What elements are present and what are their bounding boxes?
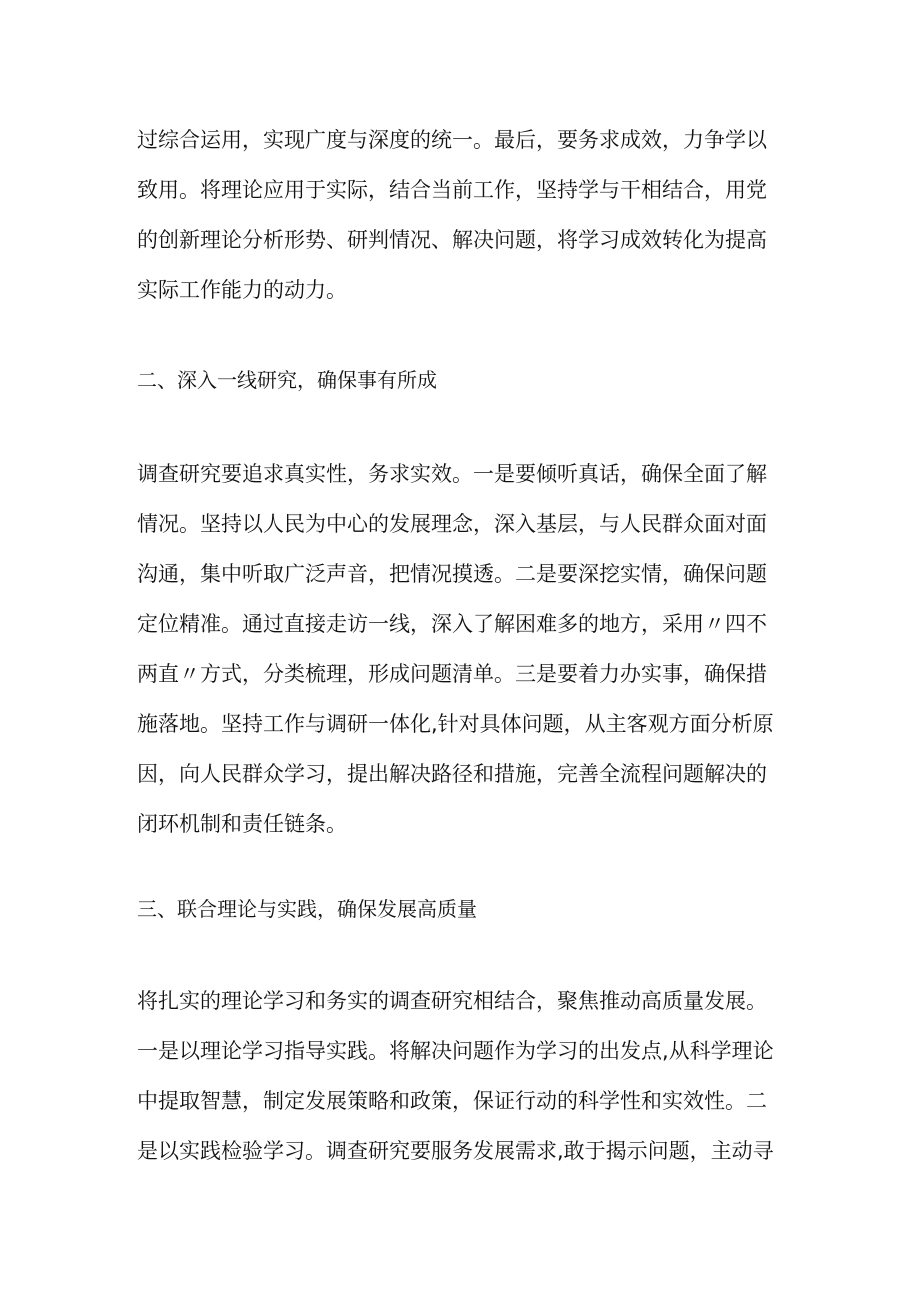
- paragraph-line: 是以实践检验学习。调查研究要服务发展需求,敢于揭示问题，主动寻: [137, 1139, 774, 1163]
- paragraph-line: 沟通，集中听取广泛声音，把情况摸透。二是要深挖实情，确保问题: [137, 562, 767, 586]
- paragraph-line: 的创新理论分析形势、研判情况、解决问题，将学习成效转化为提高: [137, 228, 767, 252]
- paragraph-line: 情况。坚持以人民为中心的发展理念，深入基层，与人民群众面对面: [137, 512, 767, 536]
- paragraph-line: 将扎实的理论学习和务实的调查研究相结合，聚焦推动高质量发展。: [137, 989, 767, 1013]
- paragraph-line: 调查研究要追求真实性，务求实效。一是要倾听真话，确保全面了解: [137, 462, 767, 486]
- paragraph-line: 定位精准。通过直接走访一线，深入了解困难多的地方，采用〃四不: [137, 612, 767, 636]
- paragraph-line: 闭环机制和责任链条。: [137, 812, 347, 836]
- paragraph-line: 实际工作能力的动力。: [137, 278, 347, 302]
- heading-text: 二、深入一线研究，确保事有所成: [137, 368, 437, 392]
- paragraph-1: [137, 115, 797, 315]
- paragraph-line: 一是以理论学习指导实践。将解决问题作为学习的出发点,从科学理论: [137, 1039, 774, 1063]
- paragraph-2: [137, 449, 797, 849]
- paragraph-line: 施落地。坚持工作与调研一体化,针对具体问题，从主客观方面分析原: [137, 712, 774, 736]
- paragraph-line: 过综合运用，实现广度与深度的统一。最后，要务求成效，力争学以: [137, 128, 767, 152]
- paragraph-line: 致用。将理论应用于实际，结合当前工作，坚持学与干相结合，用党: [137, 178, 767, 202]
- paragraph-line: 因，向人民群众学习，提出解决路径和措施，完善全流程问题解决的: [137, 762, 767, 786]
- section-heading-3: [137, 884, 797, 934]
- paragraph-line: 中提取智慧，制定发展策略和政策，保证行动的科学性和实效性。二: [137, 1089, 767, 1113]
- section-heading-2: [137, 355, 797, 405]
- heading-text: 三、联合理论与实践，确保发展高质量: [137, 897, 477, 921]
- paragraph-line: 两直〃方式，分类梳理，形成问题清单。三是要着力办实事，确保措: [137, 662, 767, 686]
- paragraph-3: [137, 976, 797, 1176]
